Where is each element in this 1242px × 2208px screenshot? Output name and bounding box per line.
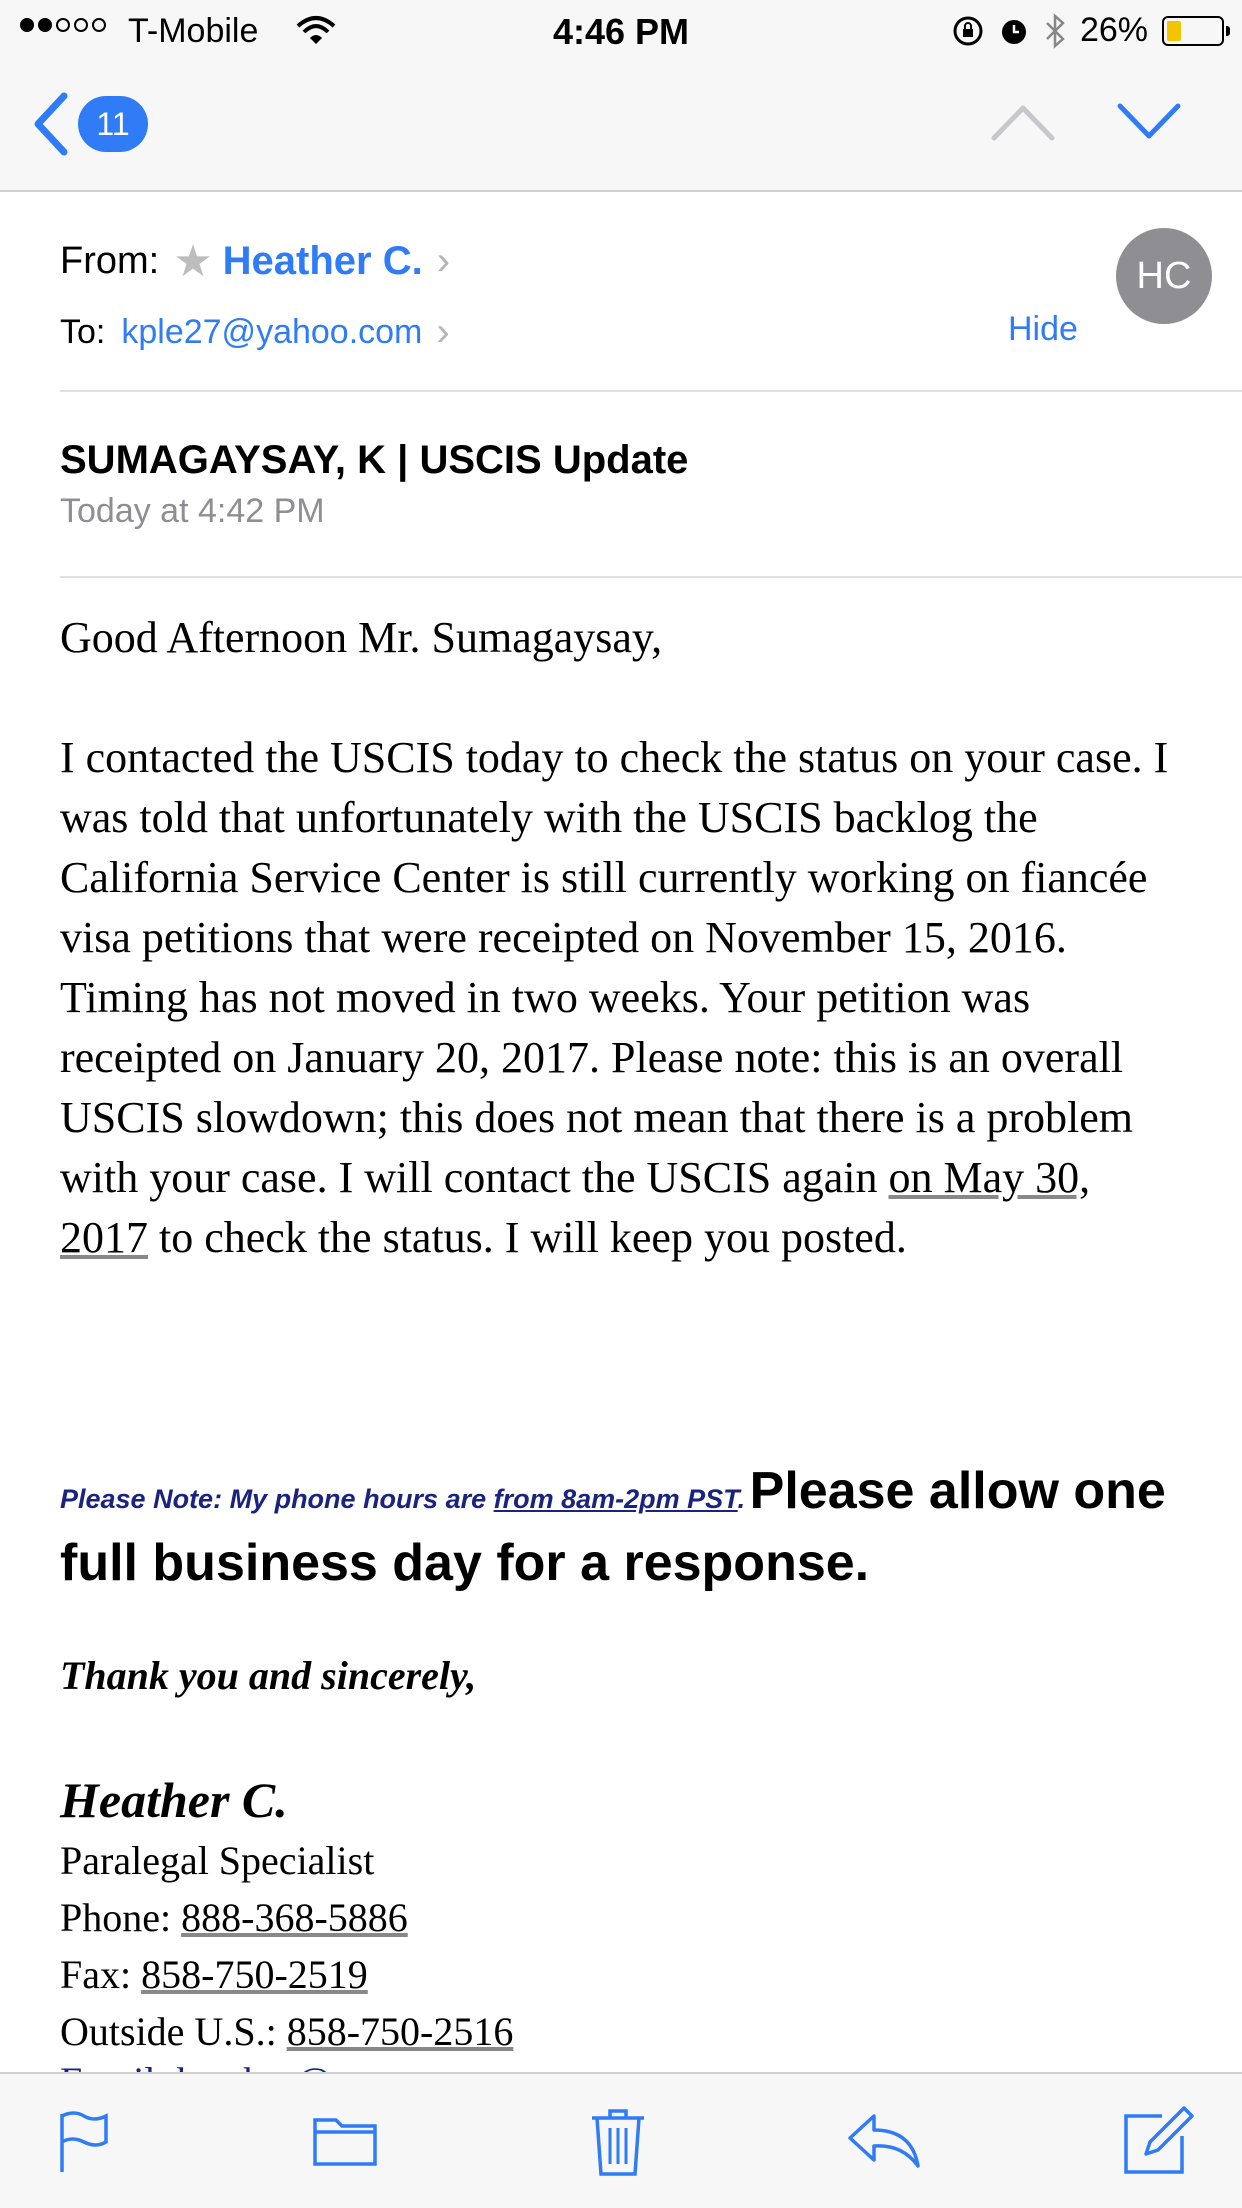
note-text: Please Note: My phone hours are bbox=[60, 1484, 494, 1514]
flag-icon[interactable] bbox=[56, 2110, 112, 2174]
unread-count-badge: 11 bbox=[78, 96, 148, 152]
signature-title: Paralegal Specialist bbox=[60, 1838, 375, 1883]
body-text: I contacted the USCIS today to check the status on your case. I was told that unfortunately with the USCIS backlog the California Service Center is still currently working on fiancée visa petitions that were receipted on November 15, 2016. Timing has not moved in two weeks. Your petition was receipted on January 20, 2017. Please note: this is an overall USCIS slowdown; this does not mean that there is a problem with your case. I will contact the USCIS again bbox=[60, 733, 1169, 1202]
note-small-text bbox=[60, 1484, 745, 1514]
signature-fax bbox=[60, 1946, 513, 2003]
closing: Thank you and sincerely, bbox=[60, 1653, 477, 1698]
clock: 4:46 PM bbox=[552, 11, 690, 52]
battery-percent: 26% bbox=[1079, 11, 1148, 49]
message-date: Today at 4:42 PM bbox=[60, 492, 325, 530]
phone-label: Phone: bbox=[60, 1895, 182, 1940]
compose-icon[interactable] bbox=[1122, 2104, 1196, 2176]
hide-details-button[interactable]: Hide bbox=[1008, 310, 1078, 348]
to-label: To: bbox=[60, 313, 106, 351]
outside-label: Outside U.S.: bbox=[60, 2009, 287, 2054]
avatar: HC bbox=[1116, 228, 1212, 324]
outside-link[interactable]: 858-750-2516 bbox=[286, 2009, 514, 2054]
battery-icon bbox=[1162, 16, 1224, 46]
greeting: Good Afternoon Mr. Sumagaysay, bbox=[60, 613, 663, 662]
hours-link[interactable]: from 8am-2pm PST bbox=[493, 1484, 738, 1514]
signature-outside bbox=[60, 2003, 513, 2060]
star-icon[interactable]: ★ bbox=[173, 237, 213, 286]
subject-block bbox=[60, 392, 1242, 578]
alarm-icon bbox=[998, 15, 1030, 47]
folder-icon[interactable] bbox=[312, 2110, 378, 2168]
signature bbox=[60, 1768, 513, 2060]
phone-hours-note bbox=[60, 1455, 1200, 1599]
phone-link[interactable]: 888-368-5886 bbox=[181, 1895, 408, 1940]
next-message-button[interactable] bbox=[1116, 102, 1182, 142]
note-text: . bbox=[737, 1484, 746, 1514]
carrier-label: T-Mobile bbox=[128, 12, 259, 50]
chevron-right-icon[interactable]: › bbox=[436, 239, 451, 283]
reply-icon[interactable] bbox=[846, 2110, 922, 2170]
previous-message-button[interactable] bbox=[990, 102, 1056, 142]
status-bar bbox=[0, 0, 1242, 62]
back-button[interactable] bbox=[30, 92, 148, 156]
body-paragraph bbox=[60, 728, 1180, 1268]
body-text: to check the status. I will keep you posted. bbox=[148, 1213, 907, 1262]
navigation-bar bbox=[0, 62, 1242, 192]
bluetooth-icon bbox=[1044, 14, 1066, 48]
sender-name[interactable]: Heather C. bbox=[222, 239, 423, 283]
recipient-address[interactable]: kple27@yahoo.com bbox=[121, 313, 423, 351]
fax-label: Fax: bbox=[60, 1952, 142, 1997]
signature-phone bbox=[60, 1889, 513, 1946]
fax-link[interactable]: 858-750-2519 bbox=[141, 1952, 368, 1997]
message-subject: SUMAGAYSAY, K | USCIS Update bbox=[60, 438, 689, 482]
trash-icon[interactable] bbox=[588, 2106, 648, 2178]
note-big-text: Please allow one full business day for a response. bbox=[60, 1462, 1166, 1592]
date-link[interactable]: on May 30, 2017 bbox=[60, 1153, 1091, 1262]
from-label: From: bbox=[60, 240, 160, 282]
message-body bbox=[60, 608, 1180, 1268]
message-header bbox=[60, 192, 1242, 392]
chevron-left-icon bbox=[30, 92, 70, 156]
chevron-right-icon[interactable]: › bbox=[436, 310, 450, 354]
orientation-lock-icon bbox=[952, 15, 984, 47]
bottom-toolbar bbox=[0, 2072, 1242, 2208]
signature-name: Heather C. bbox=[60, 1772, 288, 1828]
